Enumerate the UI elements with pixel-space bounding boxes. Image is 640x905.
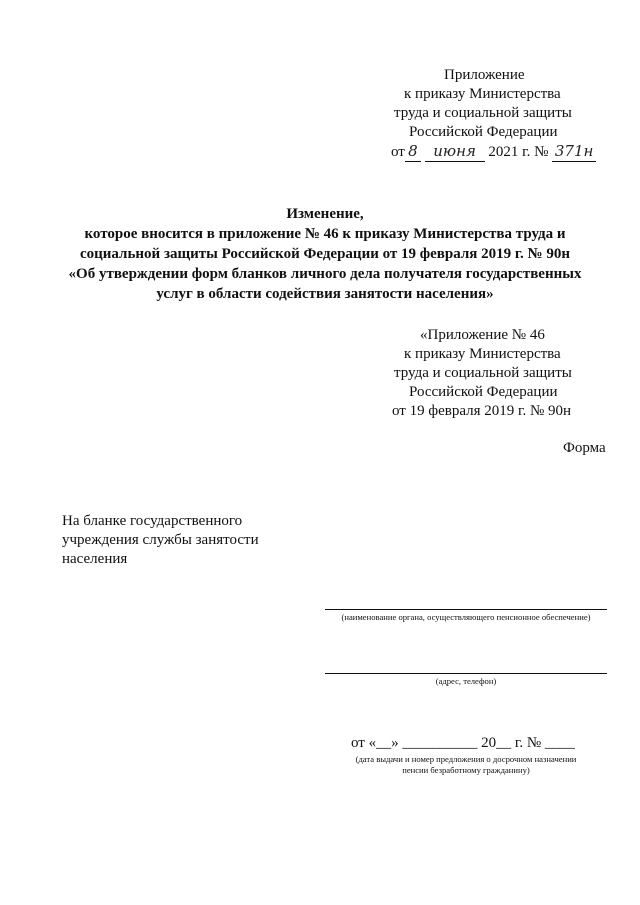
pension-body-line <box>325 609 607 610</box>
date-caption <box>318 754 614 776</box>
appendix46-line-3: труда и социальной защиты <box>394 365 572 381</box>
date-number-line: от «__» __________ 20__ г. № ____ <box>351 735 575 751</box>
approval-date-number: 371н <box>552 142 596 162</box>
change-heading <box>60 205 590 304</box>
heading-line-4: «Об утверждении форм бланков личного дела получателя государственных <box>68 266 582 282</box>
approval-date-day: 8 <box>405 142 421 162</box>
approval-date-prefix: от <box>391 144 405 160</box>
appendix46-line-5: от 19 февраля 2019 г. № 90н <box>392 403 572 419</box>
heading-line-5: услуг в области содействия занятости населения» <box>156 286 494 302</box>
letterhead-line-1: На бланке государственного <box>62 513 243 529</box>
approval-line-2: к приказу Министерства <box>404 86 561 102</box>
approval-line-3: труда и социальной защиты <box>394 105 572 121</box>
letterhead-block <box>62 512 259 569</box>
letterhead-line-2: учреждения службы занятости <box>62 532 259 548</box>
letterhead-line-3: населения <box>62 551 128 567</box>
address-caption: (адрес, телефон) <box>435 676 497 686</box>
heading-line-3: социальной защиты Российской Федерации от 19 февраля 2019 г. № 90н <box>79 246 570 262</box>
date-caption-line-2: пенсии безработному гражданину) <box>402 765 530 775</box>
appendix46-line-1: «Приложение № 46 <box>420 327 545 343</box>
heading-line-1: Изменение, <box>286 206 364 222</box>
form-label: Форма <box>563 440 606 456</box>
address-line <box>325 673 607 674</box>
approval-date-month: июня <box>425 142 485 162</box>
date-caption-line-1: (дата выдачи и номер предложения о досрочном назначении <box>355 754 577 764</box>
approval-line-4: Российской Федерации <box>409 124 558 140</box>
appendix46-line-4: Российской Федерации <box>409 384 558 400</box>
pension-body-caption: (наименование органа, осуществляющего пенсионное обеспечение) <box>341 612 591 622</box>
approval-line-1: Приложение <box>444 67 525 83</box>
heading-line-2: которое вносится в приложение № 46 к приказу Министерства труда и <box>84 226 566 242</box>
appendix46-line-2: к приказу Министерства <box>404 346 561 362</box>
approval-date-line <box>391 142 596 162</box>
approval-date-year: 2021 г. № <box>488 144 549 160</box>
